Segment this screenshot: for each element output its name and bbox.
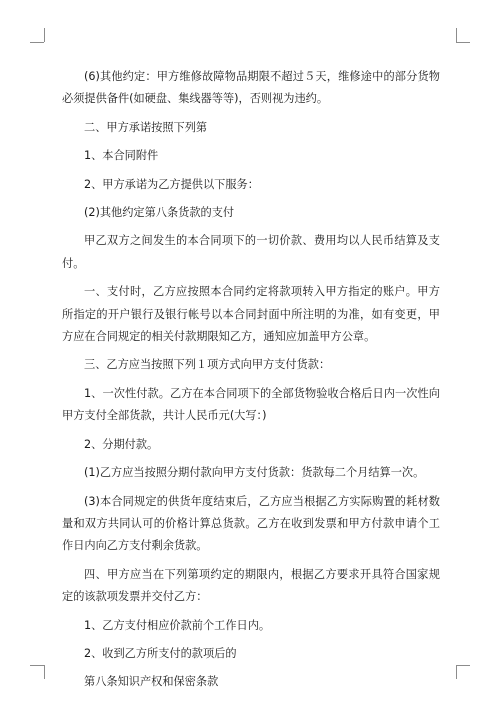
paragraph: 一、支付时，乙方应按照本合同约定将款项转入甲方指定的账户。甲方所指定的开户银行及银行帐号以本合同封面中所注明的为准，如有变更，甲方应在合同规定的相关付款期限知乙方，通知应加盖甲方公章。 — [62, 285, 440, 344]
paragraph: 2、分期付款。 — [84, 437, 159, 451]
paragraph: (1)乙方应当按照分期付款向甲方支付货款：货款每二个月结算一次。 — [84, 466, 425, 480]
paragraph: 1、乙方支付相应价款前个工作日内。 — [84, 618, 271, 632]
document-body — [62, 66, 440, 700]
paragraph: 2、收到乙方所支付的款项后的 — [84, 646, 237, 660]
paragraph: 二、甲方承诺按照下列第 — [84, 120, 208, 134]
paragraph: 四、甲方应当在下列第项约定的期限内，根据乙方要求开具符合国家规定的该款项发票并交付乙方： — [62, 567, 440, 604]
paragraph: 1、一次性付款。乙方在本合同项下的全部货物验收合格后日内一次性向甲方支付全部货款，共计人民币元(大写：) — [62, 386, 440, 423]
paragraph: 甲乙双方之间发生的本合同项下的一切价款、费用均以人民币结算及支付。 — [62, 234, 440, 270]
paragraph: (6)其他约定：甲方维修故障物品期限不超过５天，维修途中的部分货物必须提供备件(如硬盘、集线器等等)，否则视为违约。 — [62, 70, 440, 106]
paragraph: (2)其他约定第八条货款的支付 — [84, 206, 235, 220]
paragraph: 2、甲方承诺为乙方提供以下服务： — [84, 177, 259, 191]
paragraph: 三、乙方应当按照下列１项方式向甲方支付货款： — [84, 358, 331, 372]
paragraph: 1、本合同附件 — [84, 149, 159, 163]
paragraph: (3)本合同规定的供货年度结束后，乙方应当根据乙方实际购置的耗材数量和双方共同认可的价格计算总货款。乙方在收到发票和甲方付款申请个工作日内向乙方支付剩余货款。 — [62, 494, 440, 553]
section-heading: 第八条知识产权和保密条款 — [84, 675, 219, 689]
